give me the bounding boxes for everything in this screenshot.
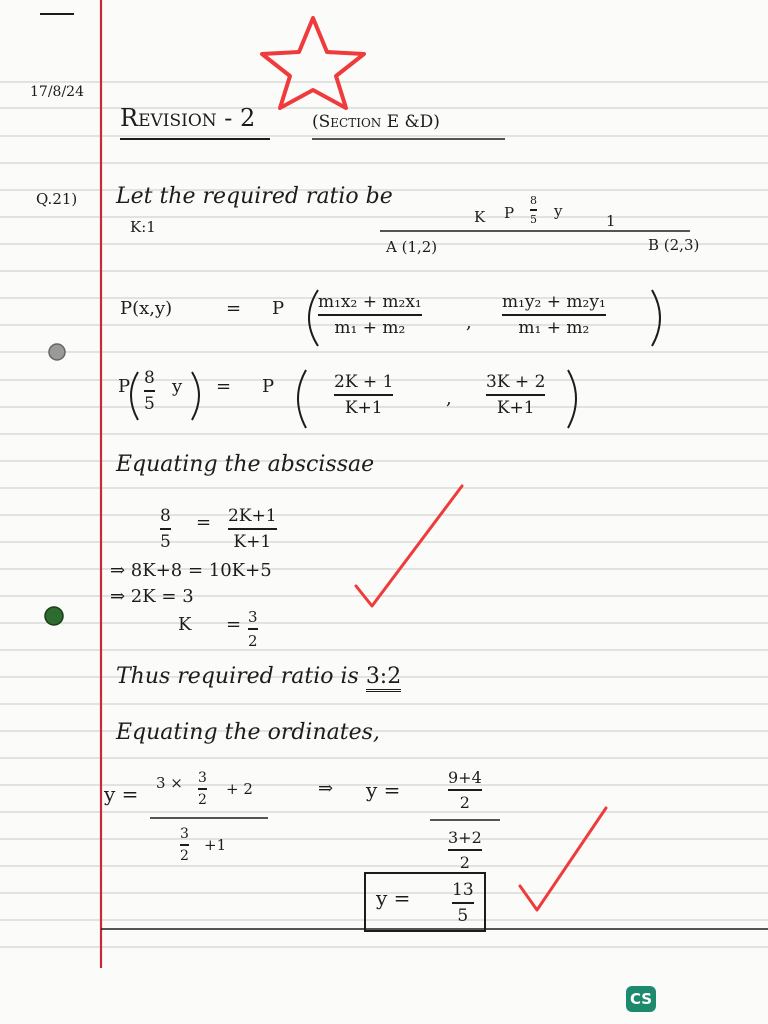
formula-x-fraction: m₁x₂ + m₂x₁ m₁ + m₂ <box>318 292 422 338</box>
diagram-p-y: y <box>554 202 563 220</box>
conclusion-text <box>116 664 401 689</box>
sub-x-fraction: 2K + 1 K+1 <box>334 372 394 418</box>
binder-hole-icon <box>49 344 65 360</box>
abscissa-eq: = <box>196 512 212 533</box>
ordinate-implies: ⇒ <box>318 778 334 799</box>
ordinate-r-num: 9+4 2 <box>448 768 482 812</box>
ordinate-num-a: 3 × <box>156 774 183 792</box>
formula-y-fraction: m₁y₂ + m₂y₁ m₁ + m₂ <box>502 292 606 338</box>
notebook-page: 17/8/24 Revision - 2 (Section E &D) Q.21) Let the required ratio be K:1 K P 8 5 y 1 A (1,2) B (2,3) P(x,y) = P m₁x₂ + m₂x₁ m₁ + m₂ , m₁y₂ + m₂y₁ m₁ + m₂ P 8 5 y = P 2K + 1 K+1 , 3K + 2 K+1 Equating the abscissae 8 5 = 2K+1 K+1 ⇒ 8K+8 = 10K+5 ⇒ 2K = 3 K = 3 2 Thus required ratio is 3:2 Equating the ordinates, y = 3 × 3 2 + 2 3 2 +1 ⇒ y = 9+4 2 3+2 2 y = 13 5 CS <box>0 0 768 1024</box>
camscanner-logo: CS <box>626 986 656 1012</box>
ordinate-y2: y = <box>366 778 401 802</box>
conclusion-value: 3:2 <box>366 664 401 692</box>
sub-eq: = <box>216 376 232 397</box>
abscissa-step3-value: 3 2 <box>248 608 258 650</box>
date: 17/8/24 <box>30 84 84 100</box>
abscissa-step2: ⇒ 2K = 3 <box>110 586 194 607</box>
abscissa-step3-eq: = <box>226 614 242 635</box>
point-a: A (1,2) <box>386 238 438 256</box>
checkmark-icon <box>520 808 606 910</box>
ordinate-y1: y = <box>104 782 139 806</box>
sub-lhs-p: P <box>118 376 131 397</box>
abscissa-rhs: 2K+1 K+1 <box>228 506 277 552</box>
intro-text: Let the required ratio be <box>116 184 393 209</box>
ordinate-den-b: +1 <box>204 836 227 854</box>
question-label: Q.21) <box>36 190 78 208</box>
final-value: 13 5 <box>452 880 474 926</box>
page-title: Revision - 2 <box>120 104 256 132</box>
abscissa-step1: ⇒ 8K+8 = 10K+5 <box>110 560 272 581</box>
ordinate-num-b: 3 2 <box>198 770 207 808</box>
star-icon <box>262 18 364 108</box>
sub-lhs-y: y <box>172 376 183 397</box>
final-lhs: y = <box>376 886 411 910</box>
point-b: B (2,3) <box>648 236 700 254</box>
sub-y-fraction: 3K + 2 K+1 <box>486 372 546 418</box>
formula-p: P <box>272 298 285 319</box>
ordinate-heading: Equating the ordinates, <box>116 720 380 745</box>
binder-hole-icon <box>45 607 63 625</box>
formula-eq: = <box>226 298 242 319</box>
diagram-one: 1 <box>606 212 616 230</box>
checkmark-icon <box>356 486 462 606</box>
ordinate-r-den: 3+2 2 <box>448 828 482 872</box>
ordinate-num-c: + 2 <box>226 780 253 798</box>
diagram-k: K <box>474 208 486 226</box>
sub-lhs-x: 8 5 <box>144 368 155 414</box>
sub-p: P <box>262 376 275 397</box>
diagram-point-p: P <box>504 204 515 222</box>
formula-lhs: P(x,y) <box>120 298 173 319</box>
abscissa-step3-lhs: K <box>178 614 192 635</box>
abscissa-lhs: 8 5 <box>160 506 171 552</box>
section-label: (Section E &D) <box>312 112 440 132</box>
ratio-label: K:1 <box>130 218 156 236</box>
abscissa-heading: Equating the abscissae <box>116 452 375 477</box>
ordinate-den-a: 3 2 <box>180 826 189 864</box>
conclusion-prefix: Thus required ratio is <box>116 664 359 689</box>
diagram-p-x: 8 5 <box>530 194 537 226</box>
